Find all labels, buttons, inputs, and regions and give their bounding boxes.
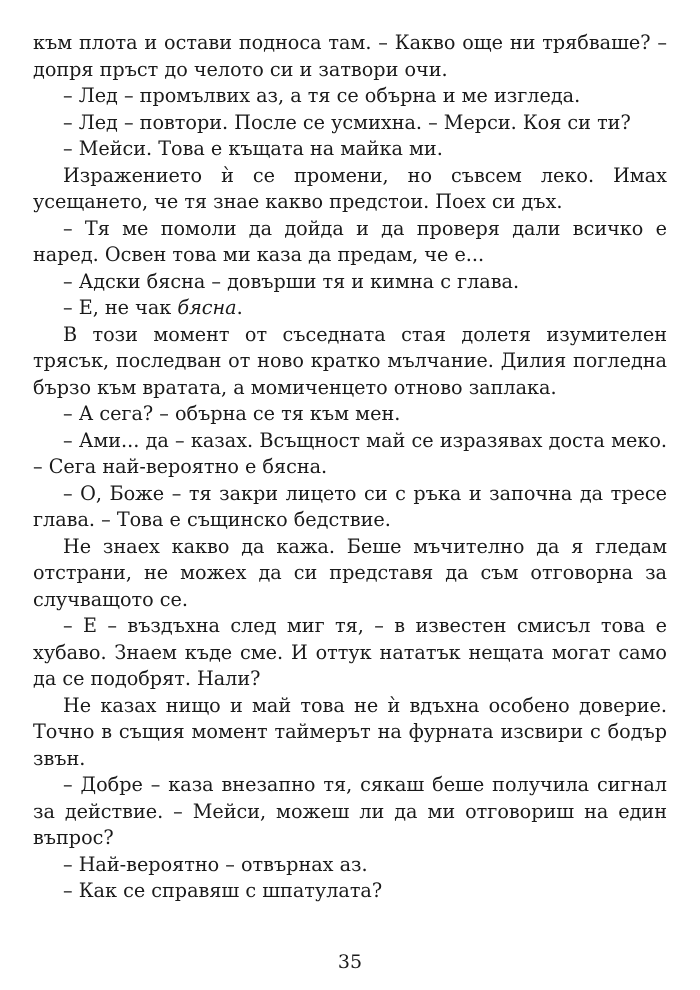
paragraph-14: – Е – въздъхна след миг тя, – в известен смисъл това е хубаво. Знаем къде сме. И оттук нататък нещата могат само да се подобрят. Нали? [33, 614, 667, 690]
paragraph-8 [33, 295, 667, 322]
paragraph-11: – Ами... да – казах. Всъщност май се изразявах доста меко. – Сега най-вероятно е бясна. [33, 428, 667, 478]
paragraph-8-start: – Е, не чак [63, 296, 178, 319]
paragraph-8-italic-word: бясна [177, 296, 237, 319]
paragraph-9: В този момент от съседната стая долетя изумителен трясък, последван от ново кратко мълчание. Дилия погледна бързо към вратата, а момиченцето отново заплака. [33, 322, 667, 399]
paragraph-16: – Добре – каза внезапно тя, сякаш беше получила сигнал за действие. – Мейси, можеш ли да ми отговориш на един въпрос? [33, 773, 667, 849]
paragraph-13: Не знаех какво да кажа. Беше мъчително да я гледам отстрани, не можех да си представя да съм отговорна за случващото се. [33, 534, 667, 611]
paragraph-7: – Адски бясна – довърши тя и кимна с глава. [63, 269, 520, 293]
paragraph-6: – Тя ме помоли да дойда и да проверя дали всичко е наред. Освен това ми каза да предам, че е... [33, 216, 667, 266]
paragraph-12: – О, Боже – тя закри лицето си с ръка и започна да тресе глава. – Това е същинско бедствие. [33, 481, 667, 531]
book-page [33, 30, 667, 930]
paragraph-4: – Мейси. Това е къщата на майка ми. [63, 137, 443, 160]
paragraph-8-end: . [236, 296, 243, 319]
paragraph-5: Изражението ѝ се промени, но съвсем леко. Имах усещането, че тя знае какво предстои. Поех си дъх. [33, 163, 667, 213]
paragraph-17: – Най-вероятно – отвърнах аз. [63, 852, 368, 876]
paragraph-15: Не казах нищо и май това не ѝ вдъхна особено доверие. Точно в същия момент таймерът на фурната изсвири с бодър звън. [33, 693, 667, 770]
paragraph-10: – А сега? – обърна се тя към мен. [63, 402, 401, 425]
paragraph-18: – Как се справяш с шпатулата? [63, 879, 383, 902]
paragraph-2: – Лед – промълвих аз, а тя се обърна и ме изгледа. [63, 84, 581, 107]
page-number: 35 [337, 951, 363, 973]
paragraph-3: – Лед – повтори. После се усмихна. – Мерси. Коя си ти? [63, 110, 631, 134]
paragraph-1: към плота и остави подноса там. – Какво още ни трябваше? – допря пръст до челото си и затвори очи. [33, 31, 667, 81]
